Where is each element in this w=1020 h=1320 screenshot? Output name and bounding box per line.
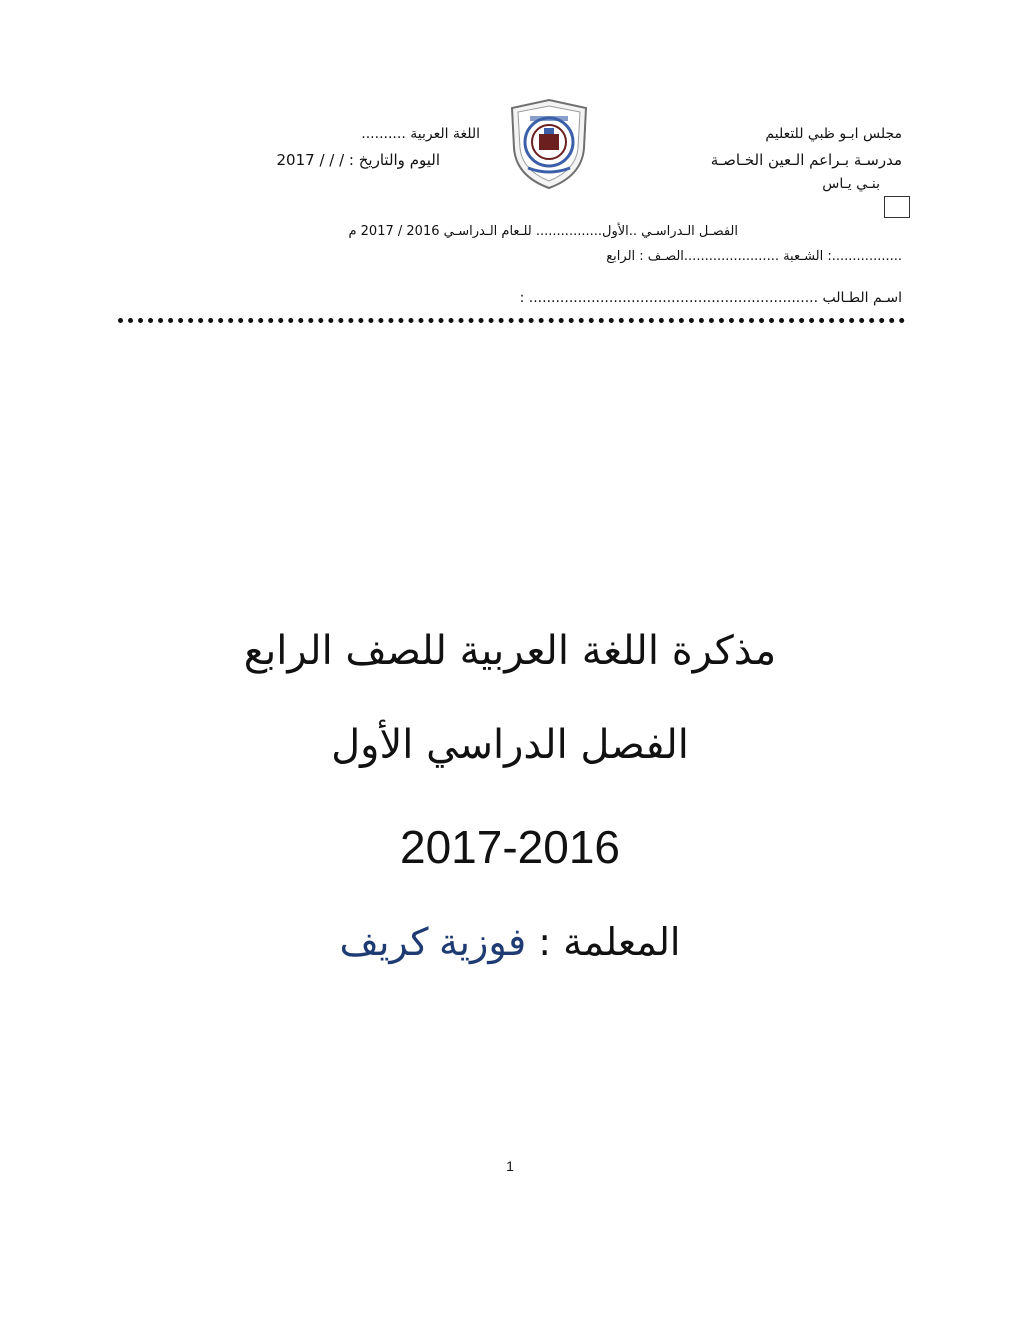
teacher-label: المعلمة : [538, 920, 681, 964]
semester-line: الفصـل الـدراسـي ..الأول................ للـعام الـدراسـي 2016 / 2017 م [348, 224, 738, 239]
date-line: اليوم والتاريخ : / / / 2017 [276, 151, 440, 169]
teacher-name: فوزية كريف [339, 922, 527, 964]
header-divider [118, 318, 905, 323]
page-number: 1 [506, 1158, 514, 1174]
school-branch: بنـي يـاس [822, 176, 880, 192]
academic-years: 2017-2016 [400, 821, 620, 873]
page-subtitle: الفصل الدراسي الأول [331, 722, 689, 768]
section-line: .................: الشـعبة .......................الصـف : الرابع [606, 249, 902, 264]
subject-label: اللغة العربية .......... [361, 126, 480, 142]
council-name: مجلس ابـو ظبي للتعليم [765, 126, 902, 142]
student-name-line: اسـم الطـالب ................................................................. : [519, 290, 902, 306]
page-title: مذكرة اللغة العربية للصف الرابع [243, 628, 777, 674]
school-crest-icon [508, 98, 590, 190]
school-name: مدرسـة بـراعم الـعين الخـاصـة [710, 151, 902, 169]
header-checkbox[interactable] [884, 196, 910, 218]
teacher-line [0, 920, 1020, 965]
